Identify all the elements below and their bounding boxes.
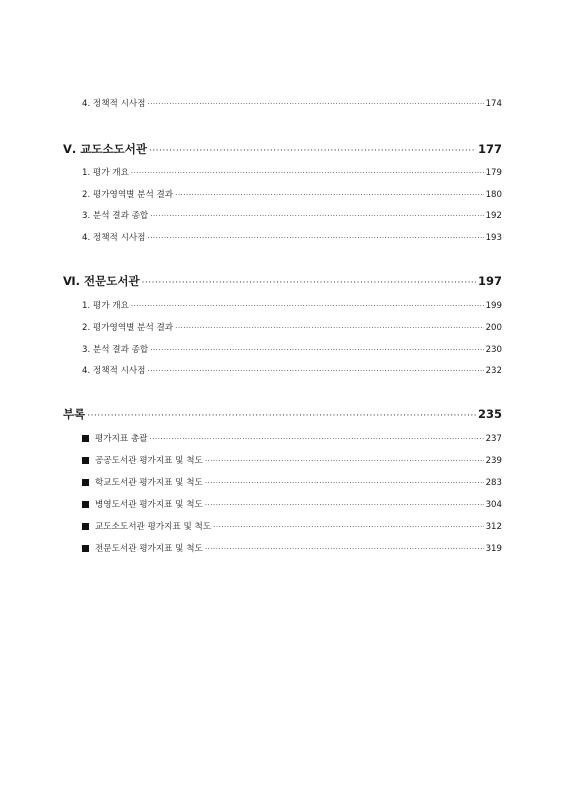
- section-title: Ⅵ. 전문도서관: [63, 274, 140, 288]
- toc-entry[interactable]: [82, 476, 502, 488]
- toc-entry-label: 전문도서관 평가지표 및 척도: [95, 544, 203, 554]
- toc-entry-label: 3. 분석 결과 종합: [82, 345, 149, 355]
- toc-entry[interactable]: [82, 454, 502, 466]
- dot-leader: [213, 523, 483, 531]
- dot-leader: [150, 212, 483, 220]
- dot-leader: [205, 479, 484, 487]
- toc-entry[interactable]: [82, 299, 502, 311]
- toc-entry[interactable]: [82, 520, 502, 532]
- toc-entry[interactable]: [82, 209, 502, 221]
- square-bullet-icon: [82, 435, 89, 442]
- dot-leader: [150, 346, 483, 354]
- toc-appendix[interactable]: [63, 406, 502, 422]
- toc-entry-label: 1. 평가 개요: [82, 301, 129, 311]
- dot-leader: [147, 100, 483, 108]
- toc-entry[interactable]: [82, 188, 502, 200]
- toc-entry[interactable]: [82, 231, 502, 243]
- toc-entry-page: 180: [485, 190, 502, 200]
- section-title: 부록: [63, 407, 86, 421]
- dot-leader: [175, 324, 483, 332]
- dot-leader: [147, 234, 483, 242]
- toc-entry-label: 4. 정책적 시사점: [82, 233, 146, 243]
- toc-entry-label: 평가지표 총괄: [95, 434, 148, 444]
- toc-entry-page: 312: [485, 522, 502, 532]
- square-bullet-icon: [82, 501, 89, 508]
- toc-entry[interactable]: [82, 321, 502, 333]
- dot-leader: [87, 411, 476, 421]
- toc-entry-label: 4. 정책적 시사점: [82, 99, 146, 109]
- section-page: 197: [477, 274, 502, 288]
- toc-entry-page: 200: [485, 323, 502, 333]
- toc-section-v[interactable]: [63, 141, 502, 157]
- dot-leader: [142, 278, 476, 288]
- section-page: 235: [477, 407, 502, 421]
- toc-entry-label: 3. 분석 결과 종합: [82, 211, 149, 221]
- toc-entry[interactable]: [82, 97, 502, 109]
- toc-entry-label: 학교도서관 평가지표 및 척도: [95, 478, 203, 488]
- dot-leader: [150, 435, 484, 443]
- toc-entry-page: 174: [485, 99, 502, 109]
- toc-entry-page: 199: [485, 301, 502, 311]
- toc-entry[interactable]: [82, 343, 502, 355]
- toc-entry-page: 230: [485, 345, 502, 355]
- toc-entry-label: 2. 평가영역별 분석 결과: [82, 323, 174, 333]
- square-bullet-icon: [82, 523, 89, 530]
- section-title: Ⅴ. 교도소도서관: [63, 142, 147, 156]
- toc-entry[interactable]: [82, 364, 502, 376]
- toc-entry-page: 192: [485, 211, 502, 221]
- dot-leader: [205, 545, 484, 553]
- toc-entry-label: 공공도서관 평가지표 및 척도: [95, 456, 203, 466]
- toc-entry-page: 304: [485, 500, 502, 510]
- toc-entry-label: 2. 평가영역별 분석 결과: [82, 190, 174, 200]
- square-bullet-icon: [82, 479, 89, 486]
- section-page: 177: [477, 142, 502, 156]
- dot-leader: [131, 169, 484, 177]
- toc-section-vi[interactable]: [63, 273, 502, 289]
- dot-leader: [205, 501, 484, 509]
- toc-entry-page: 319: [485, 544, 502, 554]
- toc-entry[interactable]: [82, 498, 502, 510]
- toc-entry-page: 239: [485, 456, 502, 466]
- toc-entry[interactable]: [82, 542, 502, 554]
- dot-leader: [175, 191, 483, 199]
- square-bullet-icon: [82, 457, 89, 464]
- toc-entry-page: 283: [485, 478, 502, 488]
- toc-entry-label: 4. 정책적 시사점: [82, 366, 146, 376]
- toc-entry-page: 232: [485, 366, 502, 376]
- toc-entry-label: 병영도서관 평가지표 및 척도: [95, 500, 203, 510]
- toc-entry-page: 237: [485, 434, 502, 444]
- toc-entry[interactable]: [82, 432, 502, 444]
- dot-leader: [149, 146, 476, 156]
- toc-entry-label: 1. 평가 개요: [82, 168, 129, 178]
- toc-entry-page: 193: [485, 233, 502, 243]
- toc-entry-label: 교도소도서관 평가지표 및 척도: [95, 522, 212, 532]
- toc-entry-page: 179: [485, 168, 502, 178]
- toc-entry[interactable]: [82, 166, 502, 178]
- dot-leader: [147, 367, 483, 375]
- dot-leader: [131, 302, 484, 310]
- square-bullet-icon: [82, 545, 89, 552]
- dot-leader: [205, 457, 484, 465]
